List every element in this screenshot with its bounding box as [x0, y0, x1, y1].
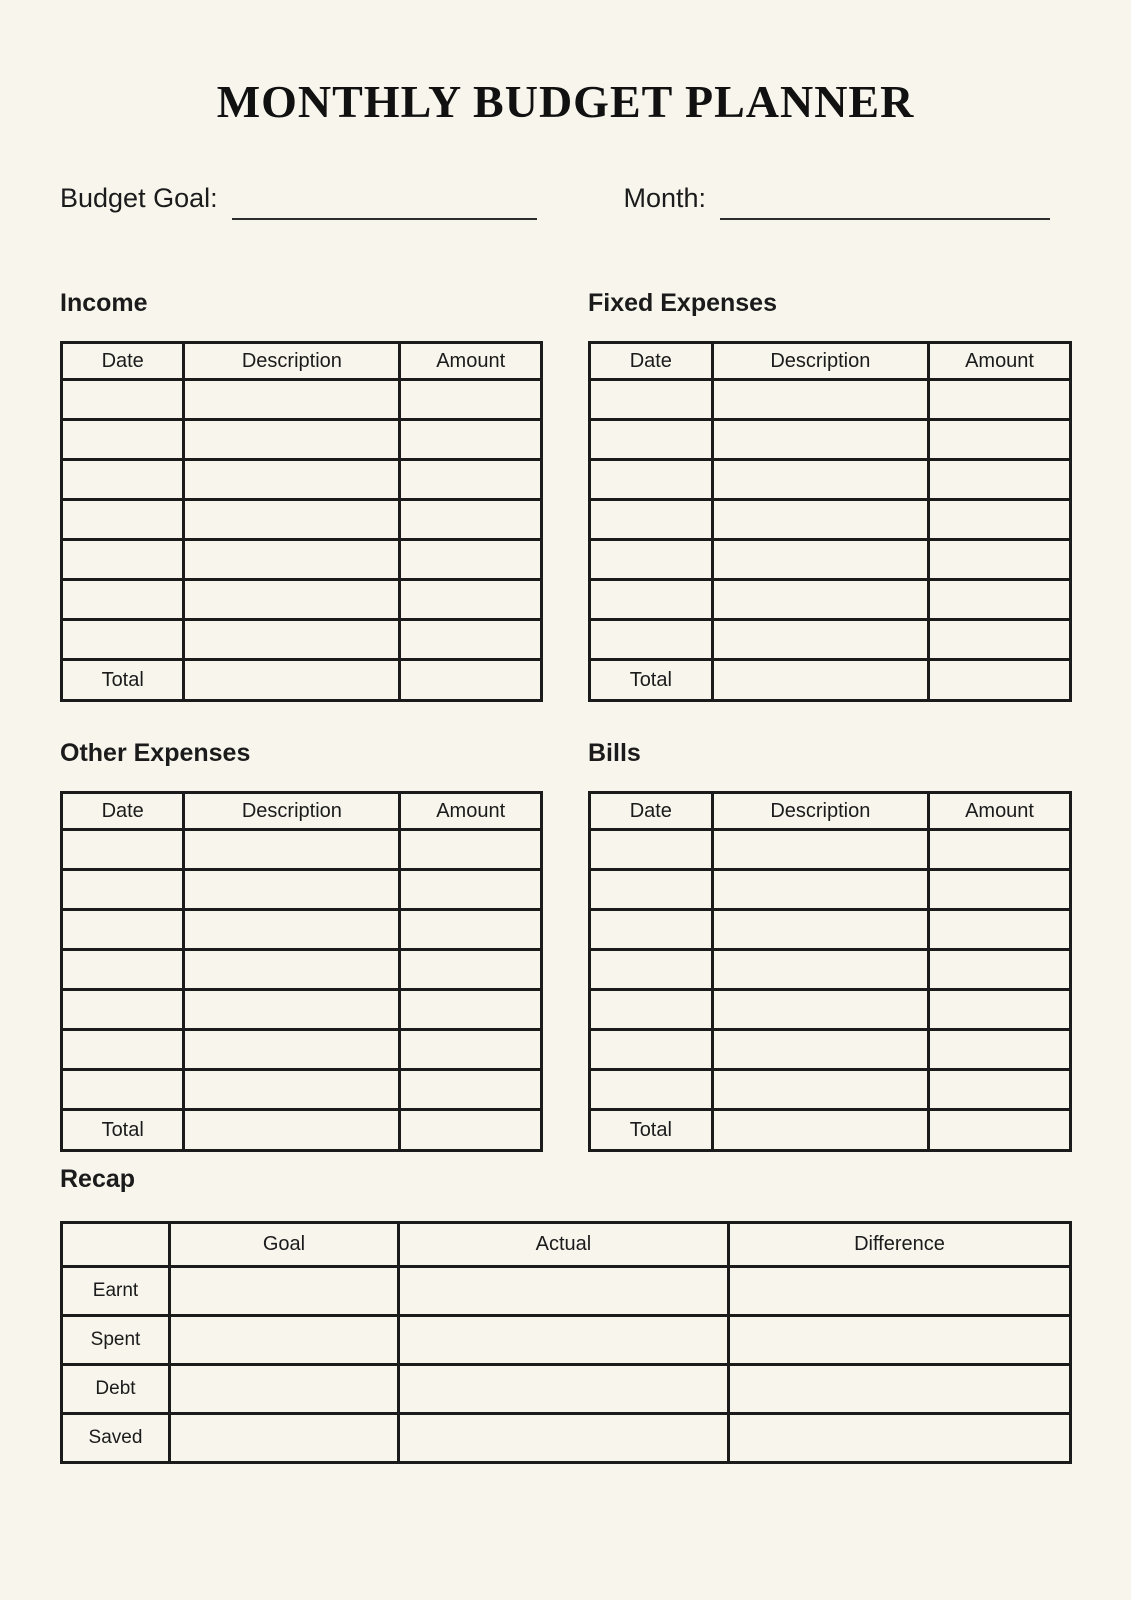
description-column-header: Description — [712, 793, 928, 830]
description-cell[interactable] — [712, 580, 928, 620]
amount-cell[interactable] — [400, 950, 542, 990]
recap-corner-cell — [62, 1222, 170, 1266]
date-cell[interactable] — [590, 990, 713, 1030]
recap-table — [60, 1221, 1072, 1464]
description-column-header: Description — [712, 343, 928, 380]
debt-goal-cell[interactable] — [169, 1364, 398, 1413]
budget-goal-field — [60, 182, 537, 220]
entry-row — [590, 620, 1071, 660]
other-expenses-heading: Other Expenses — [60, 739, 251, 768]
amount-column-header: Amount — [929, 343, 1071, 380]
earnt-actual-cell[interactable] — [398, 1266, 728, 1315]
date-cell[interactable] — [62, 460, 184, 500]
entry-row — [62, 500, 542, 540]
date-cell[interactable] — [590, 500, 713, 540]
entry-header-row — [62, 343, 542, 380]
bills-heading: Bills — [588, 739, 641, 768]
description-cell[interactable] — [712, 990, 928, 1030]
total-row — [62, 660, 542, 701]
description-cell[interactable] — [184, 500, 400, 540]
date-cell[interactable] — [590, 950, 713, 990]
spent-actual-cell[interactable] — [398, 1315, 728, 1364]
description-column-header: Description — [184, 343, 400, 380]
amount-cell[interactable] — [929, 1030, 1071, 1070]
amount-cell[interactable] — [929, 420, 1071, 460]
saved-difference-cell[interactable] — [728, 1413, 1070, 1462]
section-recap — [0, 1166, 1131, 1463]
total-description-cell[interactable] — [712, 1110, 928, 1151]
budget-goal-label: Budget Goal: — [60, 182, 218, 213]
tables-grid — [0, 290, 1131, 1153]
date-cell[interactable] — [62, 1030, 184, 1070]
total-row — [62, 1110, 542, 1151]
entry-row — [62, 420, 542, 460]
spent-row-label: Spent — [62, 1315, 170, 1364]
date-cell[interactable] — [590, 1070, 713, 1110]
entry-row — [590, 460, 1071, 500]
description-cell[interactable] — [184, 420, 400, 460]
entry-row — [590, 1070, 1071, 1110]
amount-cell[interactable] — [929, 380, 1071, 420]
total-description-cell[interactable] — [184, 1110, 400, 1151]
amount-cell[interactable] — [400, 830, 542, 870]
date-cell[interactable] — [62, 910, 184, 950]
date-cell[interactable] — [62, 500, 184, 540]
total-amount-cell[interactable] — [400, 1110, 542, 1151]
date-cell[interactable] — [590, 580, 713, 620]
amount-column-header: Amount — [400, 343, 542, 380]
date-cell[interactable] — [62, 380, 184, 420]
amount-cell[interactable] — [400, 1070, 542, 1110]
saved-actual-cell[interactable] — [398, 1413, 728, 1462]
date-cell[interactable] — [62, 870, 184, 910]
description-cell[interactable] — [184, 580, 400, 620]
amount-cell[interactable] — [929, 500, 1071, 540]
entry-row — [62, 540, 542, 580]
entry-row — [62, 1070, 542, 1110]
amount-cell[interactable] — [400, 990, 542, 1030]
amount-cell[interactable] — [929, 830, 1071, 870]
section-other-expenses — [60, 740, 543, 1152]
entry-row — [62, 950, 542, 990]
amount-cell[interactable] — [400, 1030, 542, 1070]
date-cell[interactable] — [590, 830, 713, 870]
month-input-line[interactable] — [720, 190, 1050, 220]
date-cell[interactable] — [590, 620, 713, 660]
description-cell[interactable] — [184, 910, 400, 950]
description-cell[interactable] — [184, 460, 400, 500]
page-title: MONTHLY BUDGET PLANNER — [216, 76, 915, 127]
amount-cell[interactable] — [400, 540, 542, 580]
amount-cell[interactable] — [400, 580, 542, 620]
recap-row — [62, 1413, 1071, 1462]
description-cell[interactable] — [184, 1030, 400, 1070]
amount-cell[interactable] — [400, 910, 542, 950]
entry-row — [590, 380, 1071, 420]
description-cell[interactable] — [712, 1070, 928, 1110]
amount-cell[interactable] — [929, 460, 1071, 500]
date-cell[interactable] — [62, 420, 184, 460]
description-cell[interactable] — [712, 500, 928, 540]
entry-row — [590, 540, 1071, 580]
date-cell[interactable] — [62, 540, 184, 580]
saved-goal-cell[interactable] — [169, 1413, 398, 1462]
entry-row — [590, 1030, 1071, 1070]
description-cell[interactable] — [184, 1070, 400, 1110]
date-cell[interactable] — [590, 910, 713, 950]
budget-goal-input-line[interactable] — [232, 190, 537, 220]
amount-cell[interactable] — [400, 380, 542, 420]
fixed-expenses-table — [588, 341, 1072, 702]
description-cell[interactable] — [712, 460, 928, 500]
entry-row — [590, 950, 1071, 990]
debt-difference-cell[interactable] — [728, 1364, 1070, 1413]
earnt-row-label: Earnt — [62, 1266, 170, 1315]
date-cell[interactable] — [62, 830, 184, 870]
date-column-header: Date — [590, 793, 713, 830]
goal-column-header: Goal — [169, 1222, 398, 1266]
date-cell[interactable] — [590, 870, 713, 910]
total-label: Total — [62, 1110, 184, 1151]
entry-row — [590, 990, 1071, 1030]
entry-row — [62, 460, 542, 500]
amount-column-header: Amount — [929, 793, 1071, 830]
entry-row — [62, 1030, 542, 1070]
total-row — [590, 660, 1071, 701]
entry-row — [62, 380, 542, 420]
date-cell[interactable] — [590, 420, 713, 460]
amount-cell[interactable] — [929, 990, 1071, 1030]
total-amount-cell[interactable] — [400, 660, 542, 701]
amount-cell[interactable] — [929, 1070, 1071, 1110]
amount-cell[interactable] — [400, 620, 542, 660]
entry-row — [590, 830, 1071, 870]
actual-column-header: Actual — [398, 1222, 728, 1266]
description-cell[interactable] — [712, 540, 928, 580]
date-cell[interactable] — [62, 1070, 184, 1110]
amount-cell[interactable] — [929, 620, 1071, 660]
date-cell[interactable] — [62, 620, 184, 660]
entry-row — [590, 500, 1071, 540]
description-cell[interactable] — [184, 380, 400, 420]
description-cell[interactable] — [184, 950, 400, 990]
entry-row — [62, 830, 542, 870]
amount-cell[interactable] — [400, 500, 542, 540]
debt-row-label: Debt — [62, 1364, 170, 1413]
date-cell[interactable] — [62, 950, 184, 990]
amount-cell[interactable] — [929, 950, 1071, 990]
description-cell[interactable] — [184, 830, 400, 870]
recap-row — [62, 1364, 1071, 1413]
description-cell[interactable] — [712, 950, 928, 990]
description-cell[interactable] — [712, 620, 928, 660]
total-description-cell[interactable] — [184, 660, 400, 701]
description-cell[interactable] — [184, 620, 400, 660]
total-amount-cell[interactable] — [929, 660, 1071, 701]
entry-row — [62, 990, 542, 1030]
section-fixed-expenses — [588, 290, 1072, 702]
total-label: Total — [590, 660, 713, 701]
date-cell[interactable] — [590, 460, 713, 500]
amount-cell[interactable] — [400, 460, 542, 500]
income-table — [60, 341, 543, 702]
amount-column-header: Amount — [400, 793, 542, 830]
section-bills — [588, 740, 1072, 1152]
date-cell[interactable] — [590, 1030, 713, 1070]
description-cell[interactable] — [184, 990, 400, 1030]
description-cell[interactable] — [712, 1030, 928, 1070]
month-field — [623, 182, 1050, 220]
earnt-goal-cell[interactable] — [169, 1266, 398, 1315]
description-cell[interactable] — [184, 870, 400, 910]
amount-cell[interactable] — [400, 870, 542, 910]
amount-cell[interactable] — [929, 540, 1071, 580]
entry-header-row — [62, 793, 542, 830]
entry-row — [62, 870, 542, 910]
entry-row — [62, 580, 542, 620]
date-column-header: Date — [62, 343, 184, 380]
date-cell[interactable] — [590, 540, 713, 580]
total-amount-cell[interactable] — [929, 1110, 1071, 1151]
amount-cell[interactable] — [929, 870, 1071, 910]
total-label: Total — [590, 1110, 713, 1151]
total-description-cell[interactable] — [712, 660, 928, 701]
other-expenses-table — [60, 791, 543, 1152]
recap-header-row — [62, 1222, 1071, 1266]
difference-column-header: Difference — [728, 1222, 1070, 1266]
earnt-difference-cell[interactable] — [728, 1266, 1070, 1315]
description-cell[interactable] — [712, 870, 928, 910]
bills-table — [588, 791, 1072, 1152]
date-column-header: Date — [590, 343, 713, 380]
entry-row — [590, 580, 1071, 620]
date-cell[interactable] — [62, 990, 184, 1030]
date-column-header: Date — [62, 793, 184, 830]
month-label: Month: — [623, 182, 706, 213]
recap-heading: Recap — [60, 1165, 136, 1194]
entry-row — [590, 870, 1071, 910]
description-cell[interactable] — [712, 380, 928, 420]
description-cell[interactable] — [712, 910, 928, 950]
description-column-header: Description — [184, 793, 400, 830]
total-label: Total — [62, 660, 184, 701]
recap-row — [62, 1315, 1071, 1364]
entry-header-row — [590, 793, 1071, 830]
entry-row — [590, 910, 1071, 950]
spent-goal-cell[interactable] — [169, 1315, 398, 1364]
income-heading: Income — [60, 288, 148, 317]
saved-row-label: Saved — [62, 1413, 170, 1462]
amount-cell[interactable] — [400, 420, 542, 460]
entry-row — [62, 620, 542, 660]
description-cell[interactable] — [712, 830, 928, 870]
goal-month-row — [0, 182, 1131, 220]
amount-cell[interactable] — [929, 910, 1071, 950]
description-cell[interactable] — [712, 420, 928, 460]
date-cell[interactable] — [590, 380, 713, 420]
entry-row — [62, 910, 542, 950]
entry-header-row — [590, 343, 1071, 380]
amount-cell[interactable] — [929, 580, 1071, 620]
section-income — [60, 290, 543, 702]
recap-row — [62, 1266, 1071, 1315]
fixed-expenses-heading: Fixed Expenses — [588, 288, 777, 317]
date-cell[interactable] — [62, 580, 184, 620]
spent-difference-cell[interactable] — [728, 1315, 1070, 1364]
entry-row — [590, 420, 1071, 460]
total-row — [590, 1110, 1071, 1151]
description-cell[interactable] — [184, 540, 400, 580]
debt-actual-cell[interactable] — [398, 1364, 728, 1413]
